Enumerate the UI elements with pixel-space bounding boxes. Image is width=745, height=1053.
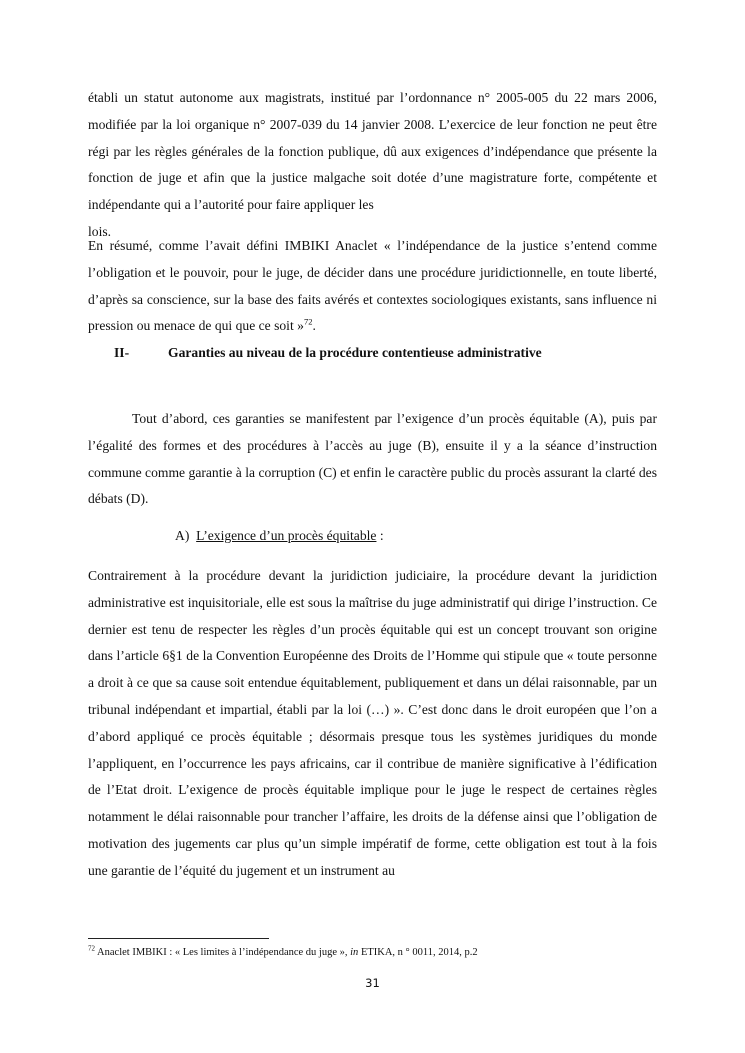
footnote-separator xyxy=(88,938,269,939)
subsection-heading xyxy=(175,523,384,550)
footnote-reference: 72 xyxy=(303,316,313,327)
section-heading xyxy=(114,340,542,367)
paragraph-2-text: En résumé, comme l’avait défini IMBIKI Anaclet « l’indépendance de la justice s’entend comme l’obligation et le pouvoir, pour le juge, de décider dans une procédure juridictionnelle, en toute liberté, d’après sa conscience, sur la base des faits avérés et contextes sociologiques existants, sans influence ni pression ou menace de qui que ce soit » xyxy=(88,238,657,334)
paragraph-2-end: . xyxy=(312,318,316,334)
paragraph-1-text: établi un statut autonome aux magistrats, institué par l’ordonnance n° 2005-005 du 22 mars 2006, modifiée par la loi organique n° 2007-039 du 14 janvier 2008. L’exercice de leur fonction ne peut être régi par les règles générales de la fonction publique, dû aux exigences d’indépendance que présente la fonction de juge et afin que la justice malgache soit dotée d’une magistrature forte, compétente et indépendante qui a l’autorité pour faire appliquer les xyxy=(88,90,657,213)
paragraph-1-last-line: lois. xyxy=(88,223,112,239)
footnote-italic: in xyxy=(350,947,359,958)
subsection-title: L’exigence d’un procès équitable xyxy=(196,528,377,543)
subsection-letter: A) xyxy=(175,528,190,543)
page-number: 31 xyxy=(365,976,380,990)
footnote-text-before: Anaclet IMBIKI : « Les limites à l’indépendance du juge », xyxy=(95,947,351,958)
section-number: II- xyxy=(114,345,130,360)
paragraph-2 xyxy=(88,233,657,340)
footnote-number: 72 xyxy=(88,944,95,953)
paragraph-3: Tout d’abord, ces garanties se manifestent par l’exigence d’un procès équitable (A), puis par l’égalité des formes et des procédures à l’accès au juge (B), ensuite il y a la séance d’instruction commune comme garantie à la corruption (C) et enfin le caractère public du procès assurant la clarté des débats (D). xyxy=(88,411,657,507)
footnote xyxy=(88,945,478,961)
footnote-text-after: ETIKA, n ° 0011, 2014, p.2 xyxy=(358,947,478,958)
paragraph-4: Contrairement à la procédure devant la juridiction judiciaire, la procédure devant la juridiction administrative est inquisitoriale, elle est sous la maîtrise du juge administratif qui dirige l’instruction. Ce dernier est tenu de respecter les règles d’un procès équitable qui est un concept trouvant son origine dans l’article 6§1 de la Convention Européenne des Droits de l’Homme qui stipule que « toute personne a droit à ce que sa cause soit entendue équitablement, publiquement et dans un délai raisonnable, par un tribunal indépendant et impartial, établi par la loi (…) ». C’est donc dans le droit européen que l’on a d’abord appliqué ce procès équitable ; désormais presque tous les systèmes juridiques du monde l’appliquent, en l’occurrence les pays africains, car il contribue de manière significative à l’édification de l’Etat droit. L’exigence de procès équitable implique pour le juge le respect de certaines règles notamment le délai raisonnable pour trancher l’affaire, les droits de la défense ainsi que l’obligation de motivation des jugements car plus qu’un simple impératif de forme, cette obligation est tout à la fois une garantie de l’équité du jugement et un instrument au xyxy=(88,568,657,878)
subsection-suffix: : xyxy=(376,528,384,543)
section-title: Garanties au niveau de la procédure contentieuse administrative xyxy=(168,345,542,360)
paragraph-1 xyxy=(88,85,657,246)
